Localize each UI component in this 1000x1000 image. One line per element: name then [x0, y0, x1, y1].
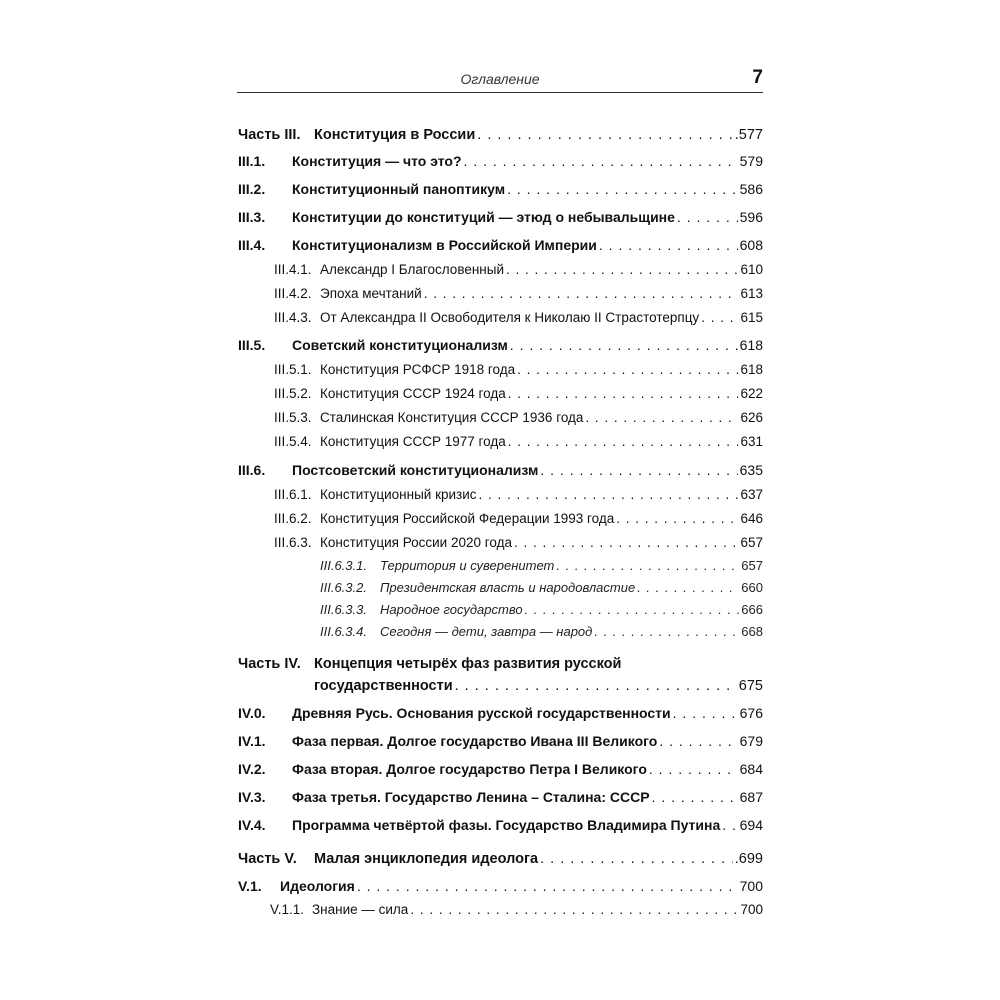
- entry-title: Конституция — что это?: [292, 153, 462, 169]
- entry-title: Конституция России 2020 года: [320, 535, 512, 550]
- toc-subsubentry[interactable]: [320, 558, 763, 573]
- entry-title: Советский конституционализм: [292, 337, 508, 353]
- dot-leader: [510, 337, 738, 353]
- toc-subentry[interactable]: [274, 511, 763, 526]
- entry-prefix: III.6.3.4.: [320, 624, 367, 639]
- entry-prefix: III.6.3.2.: [320, 580, 367, 595]
- entry-prefix: IV.2.: [238, 761, 266, 777]
- entry-title: Территория и суверенитет: [380, 558, 555, 573]
- entry-page: 675: [738, 678, 763, 694]
- entry-prefix: III.5.2.: [274, 386, 312, 401]
- entry-prefix: III.5.3.: [274, 410, 312, 425]
- entry-prefix: IV.3.: [238, 789, 266, 805]
- entry-page: 626: [740, 410, 763, 425]
- entry-page: 637: [740, 487, 763, 502]
- dot-leader: [410, 902, 738, 917]
- entry-title: Александр I Благословенный: [320, 262, 504, 277]
- entry-prefix: III.4.2.: [274, 286, 312, 301]
- entry-page: 646: [740, 511, 763, 526]
- toc-subentry[interactable]: [274, 386, 763, 401]
- entry-prefix: V.1.1.: [270, 902, 305, 917]
- entry-page: 608: [739, 237, 763, 253]
- toc-subentry[interactable]: [274, 262, 763, 277]
- entry-title: Малая энциклопедия идеолога: [314, 851, 539, 867]
- toc-entry[interactable]: [238, 789, 763, 805]
- entry-page: 615: [740, 310, 763, 325]
- dot-leader: [424, 286, 739, 301]
- entry-prefix: III.6.2.: [274, 511, 312, 526]
- dot-leader: [701, 310, 738, 325]
- toc-subentry[interactable]: [274, 310, 763, 325]
- entry-title: Постсоветский конституционализм: [292, 462, 539, 478]
- dot-leader: [479, 487, 739, 502]
- entry-prefix: IV.4.: [238, 817, 266, 833]
- entry-prefix: III.6.1.: [274, 487, 312, 502]
- entry-page: 579: [739, 153, 763, 169]
- entry-prefix: III.6.3.1.: [320, 558, 367, 573]
- dot-leader: [659, 733, 737, 749]
- dot-leader: [357, 878, 738, 894]
- header-title: Оглавление: [460, 71, 540, 87]
- toc-subsubentry[interactable]: [320, 580, 763, 595]
- entry-page: 700: [740, 902, 763, 917]
- entry-prefix: Часть III.: [238, 127, 301, 143]
- dot-leader: [464, 153, 738, 169]
- entry-page: 666: [741, 602, 763, 617]
- toc-entry-part-5[interactable]: [238, 851, 763, 867]
- entry-title: Народное государство: [380, 602, 523, 617]
- toc-entry-part-4-line2[interactable]: [314, 678, 763, 694]
- entry-title: Фаза первая. Долгое государство Ивана III Великого: [292, 733, 658, 749]
- dot-leader: [540, 851, 733, 867]
- entry-title: Фаза третья. Государство Ленина – Сталина: СССР: [292, 789, 650, 805]
- entry-title: Эпоха мечтаний: [320, 286, 422, 301]
- entry-prefix: V.1.: [238, 878, 262, 894]
- entry-prefix: III.2.: [238, 181, 266, 197]
- entry-page: .699: [734, 851, 763, 867]
- entry-prefix: III.4.: [238, 237, 266, 253]
- entry-title: Конституционный паноптикум: [292, 181, 506, 197]
- entry-prefix: III.4.3.: [274, 310, 312, 325]
- entry-title: Сталинская Конституция СССР 1936 года: [320, 410, 584, 425]
- entry-prefix: III.5.: [238, 337, 266, 353]
- entry-prefix: III.5.1.: [274, 362, 312, 377]
- toc-entry-part-3[interactable]: [238, 127, 763, 143]
- dot-leader: [616, 511, 738, 526]
- entry-page: 657: [740, 535, 763, 550]
- entry-prefix: III.1.: [238, 153, 266, 169]
- entry-prefix: III.5.4.: [274, 434, 312, 449]
- dot-leader: [599, 237, 738, 253]
- entry-page: 676: [739, 705, 763, 721]
- header-page-number: 7: [752, 67, 763, 88]
- toc-entry[interactable]: [238, 181, 763, 197]
- entry-prefix: IV.0.: [238, 705, 266, 721]
- dot-leader: [585, 410, 738, 425]
- entry-prefix: Часть V.: [238, 851, 297, 867]
- running-header: [237, 62, 763, 93]
- toc-subentry[interactable]: [274, 362, 763, 377]
- entry-page: .577: [734, 127, 763, 143]
- dot-leader: [507, 181, 738, 197]
- entry-title: Знание — сила: [312, 902, 409, 917]
- entry-title: Программа четвёртой фазы. Государство Владимира Путина: [292, 817, 721, 833]
- toc-entry[interactable]: [238, 462, 763, 478]
- entry-title: Конституция РСФСР 1918 года: [320, 362, 516, 377]
- dot-leader: [517, 362, 738, 377]
- dot-leader: [649, 761, 738, 777]
- entry-page: 631: [740, 434, 763, 449]
- entry-title: Конституции до конституций — этюд о небывальщине: [292, 209, 675, 225]
- entry-prefix: III.6.3.3.: [320, 602, 367, 617]
- entry-title: От Александра II Освободителя к Николаю II Страстотерпцу: [320, 310, 700, 325]
- entry-page: 635: [739, 462, 763, 478]
- entry-title: Конституция СССР 1924 года: [320, 386, 506, 401]
- toc-entry[interactable]: [238, 153, 763, 169]
- dot-leader: [722, 817, 737, 833]
- dot-leader: [556, 558, 739, 573]
- entry-page: 684: [739, 761, 763, 777]
- entry-title: Конституционный кризис: [320, 487, 477, 502]
- entry-page: 694: [739, 817, 763, 833]
- entry-title: Конституционализм в Российской Империи: [292, 237, 597, 253]
- entry-page: 622: [740, 386, 763, 401]
- entry-prefix: III.6.3.: [274, 535, 312, 550]
- entry-title: Президентская власть и народовластие: [380, 580, 636, 595]
- entry-title: Конституция в России: [314, 127, 476, 143]
- entry-page: 586: [739, 181, 763, 197]
- entry-title: Идеология: [280, 878, 355, 894]
- entry-title: Конституция СССР 1977 года: [320, 434, 506, 449]
- entry-prefix: III.4.1.: [274, 262, 312, 277]
- entry-prefix: III.3.: [238, 209, 266, 225]
- dot-leader: [677, 209, 738, 225]
- entry-page: 596: [739, 209, 763, 225]
- toc-entry[interactable]: [238, 878, 763, 894]
- dot-leader: [525, 602, 740, 617]
- toc-subsubentry[interactable]: [320, 602, 763, 617]
- entry-page: 679: [739, 733, 763, 749]
- entry-page: 610: [740, 262, 763, 277]
- entry-prefix: IV.1.: [238, 733, 266, 749]
- entry-page: 618: [740, 362, 763, 377]
- entry-page: 668: [741, 624, 763, 639]
- entry-prefix: Часть IV.: [238, 656, 301, 672]
- dot-leader: [514, 535, 738, 550]
- toc-entry[interactable]: [238, 209, 763, 225]
- dot-leader: [540, 462, 737, 478]
- toc-entry[interactable]: [238, 237, 763, 253]
- entry-title: Древняя Русь. Основания русской государственности: [292, 705, 671, 721]
- dot-leader: [477, 127, 733, 143]
- entry-title: Фаза вторая. Долгое государство Петра I Великого: [292, 761, 647, 777]
- toc-subentry[interactable]: [274, 535, 763, 550]
- toc-subsubentry[interactable]: [320, 624, 763, 639]
- toc-entry[interactable]: [238, 733, 763, 749]
- toc-entry[interactable]: [238, 761, 763, 777]
- dot-leader: [508, 386, 739, 401]
- entry-page: 660: [741, 580, 763, 595]
- dot-leader: [637, 580, 739, 595]
- entry-page: 618: [739, 337, 763, 353]
- entry-page: 687: [739, 789, 763, 805]
- entry-title: Конституция Российской Федерации 1993 года: [320, 511, 615, 526]
- dot-leader: [594, 624, 739, 639]
- entry-title-continued: государственности: [314, 678, 453, 694]
- toc-subentry[interactable]: [274, 286, 763, 301]
- dot-leader: [455, 678, 737, 694]
- toc-subentry[interactable]: [274, 410, 763, 425]
- toc-subentry[interactable]: [270, 902, 763, 917]
- dot-leader: [508, 434, 739, 449]
- entry-page: 700: [739, 878, 763, 894]
- toc-entry[interactable]: [238, 817, 763, 833]
- toc-subentry[interactable]: [274, 434, 763, 449]
- dot-leader: [673, 705, 738, 721]
- toc-entry[interactable]: [238, 337, 763, 353]
- entry-page: 613: [740, 286, 763, 301]
- entry-prefix: III.6.: [238, 462, 266, 478]
- dot-leader: [506, 262, 738, 277]
- toc-entry[interactable]: [238, 705, 763, 721]
- dot-leader: [652, 789, 738, 805]
- entry-page: 657: [741, 558, 763, 573]
- toc-subentry[interactable]: [274, 487, 763, 502]
- toc-entry-part-4-line1[interactable]: [238, 656, 621, 672]
- entry-title: Концепция четырёх фаз развития русской: [314, 656, 622, 672]
- entry-title: Сегодня — дети, завтра — народ: [380, 624, 593, 639]
